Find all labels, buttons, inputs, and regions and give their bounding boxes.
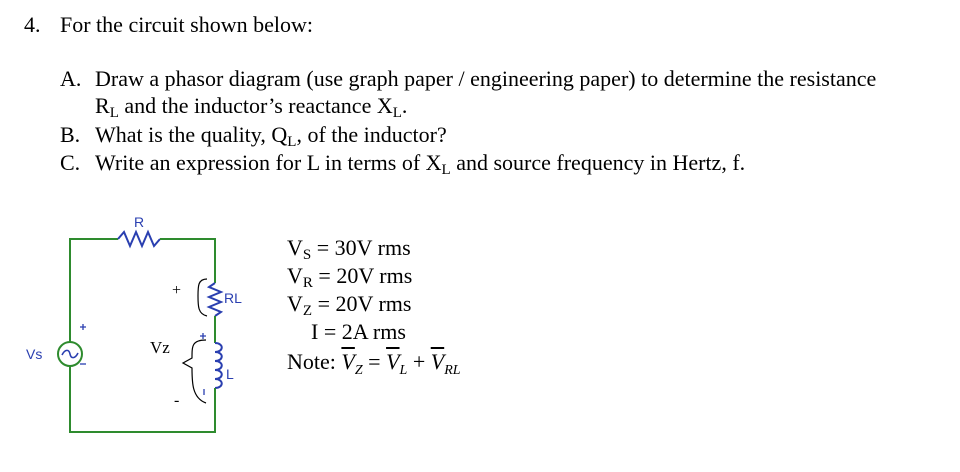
given-vr: $V_R = 20V$ rms [287,263,413,291]
item-c-text: Write an expression for L in terms of $X_L$ and source frequency in Hertz, f. [95,150,746,178]
inductor-l-symbol [215,343,222,388]
rl-minus-label: - [174,392,180,409]
question-number: 4. [24,12,41,37]
rl-label: RL [224,290,242,306]
rl-plus-label: + [172,282,182,299]
vz-bracket [183,340,206,403]
given-note: Note: $\overline{V}_Z = \overline{V}_L + \overline{V}_{RL}$ [287,349,461,378]
given-vs: $V_S = 30V$ rms [287,235,411,263]
item-b-letter: B. [60,122,81,147]
inductor-plus-mark [200,333,206,339]
question-text: For the circuit shown below: [60,12,313,37]
item-a-line2: $R_L$ and the inductor’s reactance $X_L$. [95,93,408,121]
vz-circuit-label: Vz [150,338,170,357]
inductor-label: L [226,366,234,382]
item-a-line1: Draw a phasor diagram (use graph paper / engineering paper) to determine the resistance [95,66,877,91]
item-a-letter: A. [60,66,82,91]
rl-brace [198,279,207,316]
resistor-r-symbol [118,232,160,246]
wire-top-left [70,239,118,342]
given-current: I = 2A rms [311,319,406,344]
given-vz: $V_Z = 20V$ rms [287,291,412,319]
item-b-text: What is the quality, $Q_L$, of the inductor? [95,122,447,150]
wire-bottom [70,366,215,432]
resistor-rl-symbol [209,283,221,316]
source-label: Vs [26,346,43,362]
wire-top-right [160,239,215,283]
resistor-label: R [134,214,145,230]
item-c-letter: C. [60,150,81,175]
source-plus-mark [80,324,86,330]
